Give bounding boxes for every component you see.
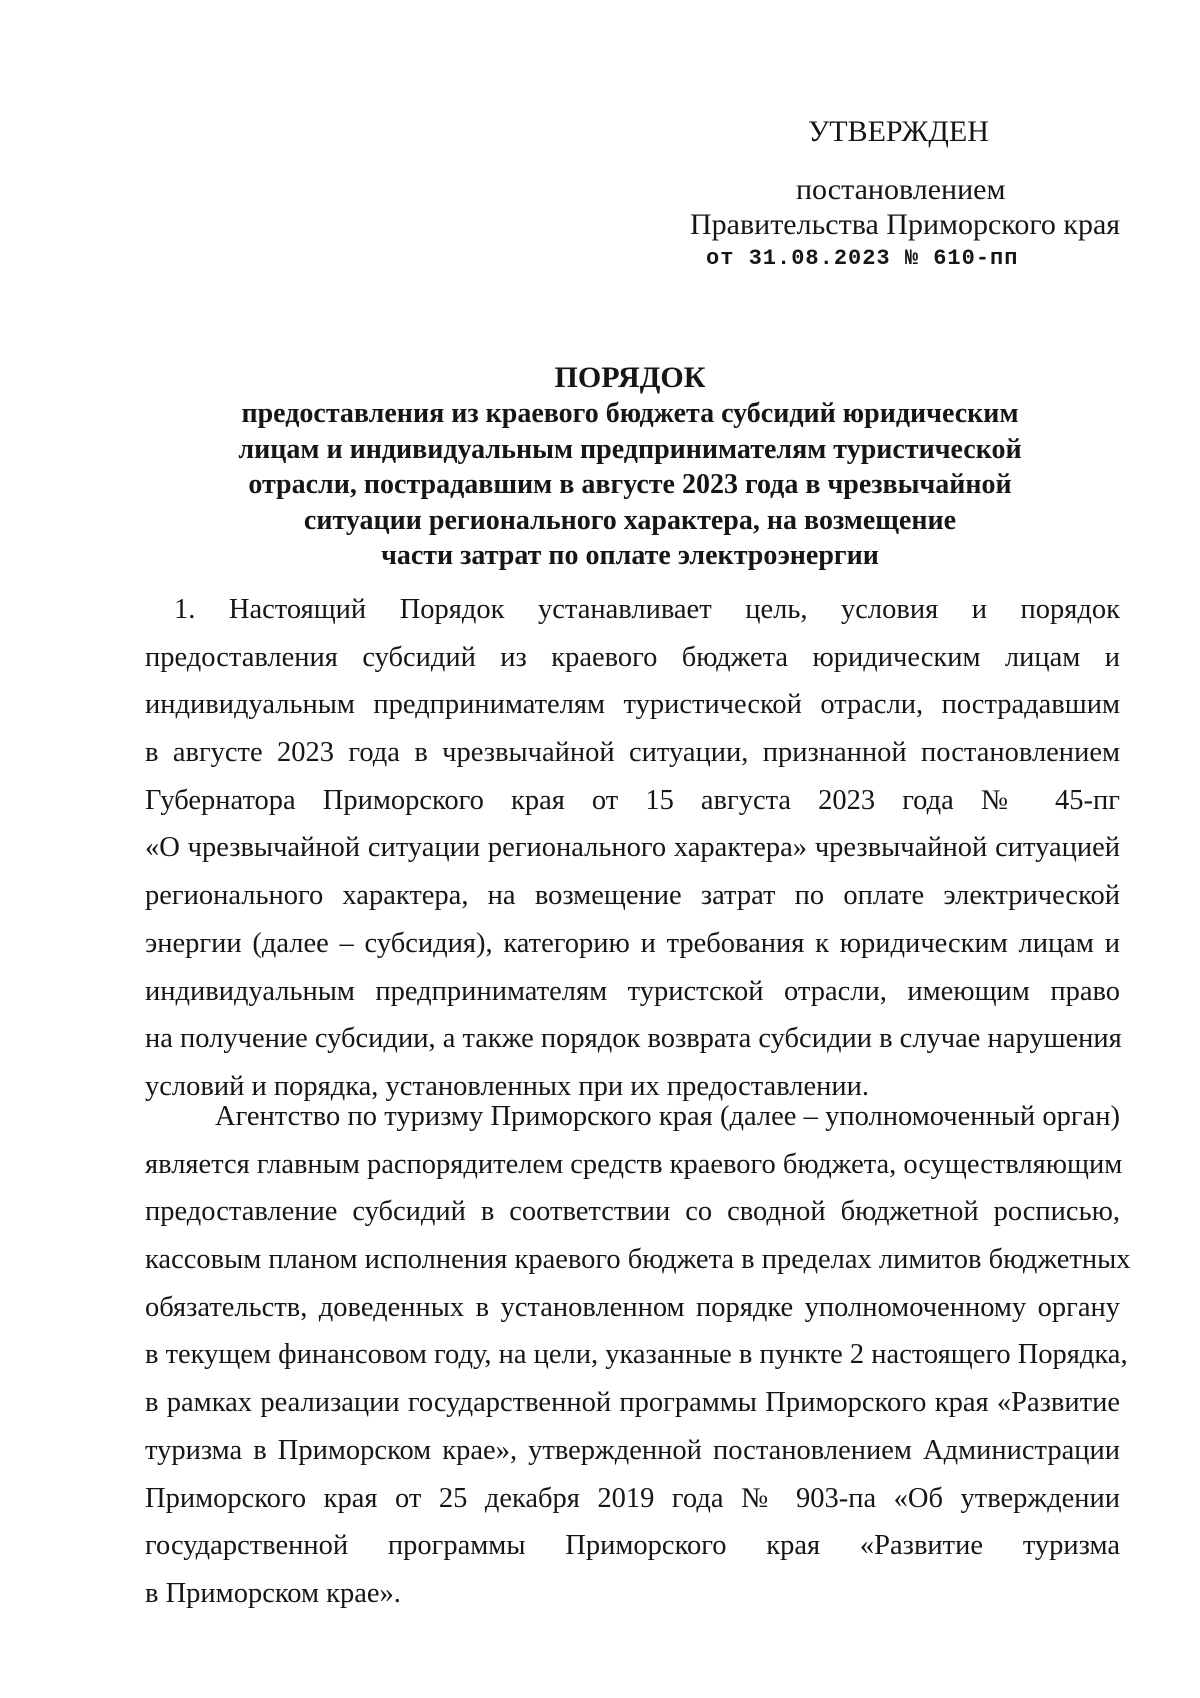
paragraph-2 [145,1093,1131,1618]
subtitle-line: предоставления из краевого бюджета субсидий юридическим [241,398,1019,429]
subtitle-line: части затрат по оплате электроэнергии [381,540,879,571]
paragraph-line: «О чрезвычайной ситуации регионального характера» чрезвычайной ситуацией [145,832,1120,864]
paragraph-line: на получение субсидии, а также порядок возврата субсидии в случае нарушения [145,1023,1122,1055]
paragraph-line: Агентство по туризму Приморского края (далее – уполномоченный орган) [215,1101,1120,1132]
paragraph-line: в рамках реализации государственной программы Приморского края «Развитие [145,1387,1120,1419]
paragraph-line: Губернатора Приморского края от 15 августа 2023 года № 45-пг [145,784,1120,816]
document-subtitle [140,396,1120,574]
paragraph-line: обязательств, доведенных в установленном порядке уполномоченному органу [145,1291,1120,1323]
paragraph-1 [145,586,1120,1111]
paragraph-line: Приморского края от 25 декабря 2019 года № 903-па «Об утверждении [145,1482,1120,1514]
paragraph-line: энергии (далее – субсидия), категорию и требования к юридическим лицам и [145,927,1120,959]
paragraph-line: государственной программы Приморского края «Развитие туризма [145,1530,1120,1562]
paragraph-line: является главным распорядителем средств краевого бюджета, осуществляющим [145,1148,1123,1180]
paragraph-line: предоставления субсидий из краевого бюджета юридическим лицам и [145,641,1120,673]
paragraph-line: регионального характера, на возмещение затрат по оплате электрической [145,880,1120,912]
paragraph-line: условий и порядка, установленных при их предоставлении. [145,1070,870,1102]
subtitle-line: ситуации регионального характера, на возмещение [303,504,957,536]
subtitle-line: отрасли, пострадавшим в августе 2023 года в чрезвычайной [248,469,1012,500]
paragraph-line: кассовым планом исполнения краевого бюджета в пределах лимитов бюджетных [145,1244,1131,1276]
paragraph-line: 1. Настоящий Порядок устанавливает цель, условия и порядок [174,594,1120,625]
paragraph-line: в августе 2023 года в чрезвычайной ситуации, признанной постановлением [145,737,1120,769]
approval-line-2: Правительства Приморского края [690,208,1121,241]
paragraph-line: туризма в Приморском крае», утвержденной постановлением Администрации [145,1434,1120,1466]
paragraph-line: в Приморском крае». [145,1577,401,1609]
approval-line-1: постановлением [796,173,1006,206]
approval-title: УТВЕРЖДЕН [808,115,989,148]
paragraph-line: индивидуальным предпринимателям туристической отрасли, пострадавшим [145,689,1120,721]
approval-date-number-stamp: от 31.08.2023 № 610-пп [706,246,1019,271]
paragraph-line: в текущем финансовом году, на цели, указанные в пункте 2 настоящего Порядка, [145,1339,1128,1371]
subtitle-line: лицам и индивидуальным предпринимателям туристической [238,433,1022,465]
paragraph-line: индивидуальным предпринимателям туристской отрасли, имеющим право [145,975,1120,1007]
paragraph-line: предоставление субсидий в соответствии со сводной бюджетной росписью, [145,1196,1120,1228]
document-title: ПОРЯДОК [554,361,706,394]
